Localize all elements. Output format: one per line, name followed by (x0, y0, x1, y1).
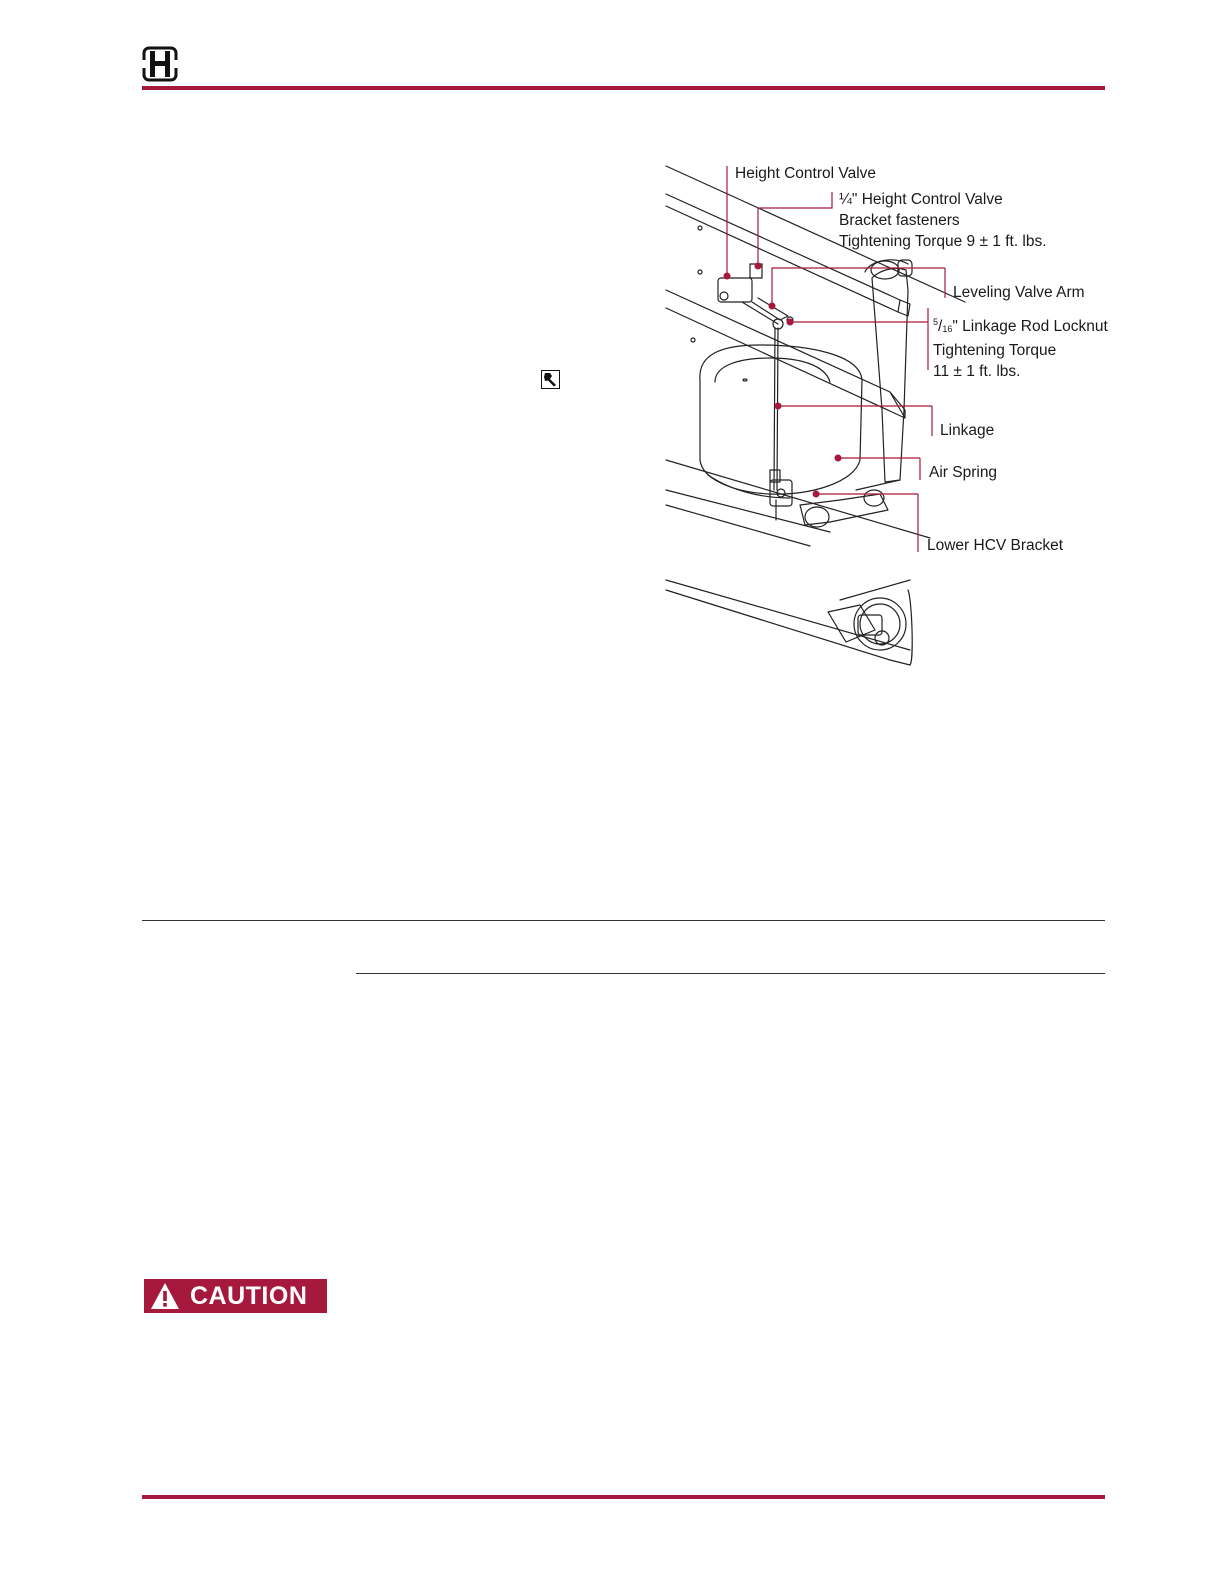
suspension-diagram (660, 160, 1110, 675)
section-divider (142, 920, 1105, 921)
warning-triangle-icon (150, 1282, 180, 1310)
label-lower-hcv-bracket: Lower HCV Bracket (927, 537, 1064, 554)
label-air-spring: Air Spring (929, 464, 998, 481)
label-leveling-valve-arm: Leveling Valve Arm (953, 284, 1085, 301)
label-linkage: Linkage (940, 422, 995, 439)
label-height-control-valve: Height Control Valve (735, 165, 877, 182)
label-bracket-fasteners: ¼" Height Control Valve Bracket fasteners Tightening Torque 9 ± 1 ft. lbs. (839, 191, 1047, 250)
subsection-divider (356, 973, 1105, 974)
header-rule (142, 86, 1105, 90)
footer-rule (142, 1495, 1105, 1499)
caution-banner (144, 1279, 327, 1313)
label-linkage-rod-locknut: $^5/_{16}$" Linkage Rod Locknut Tightening Torque 11 ± 1 ft. lbs. (933, 317, 1108, 380)
caution-label: CAUTION (190, 1281, 308, 1310)
brand-logo (142, 46, 178, 82)
wrench-icon (541, 370, 560, 389)
